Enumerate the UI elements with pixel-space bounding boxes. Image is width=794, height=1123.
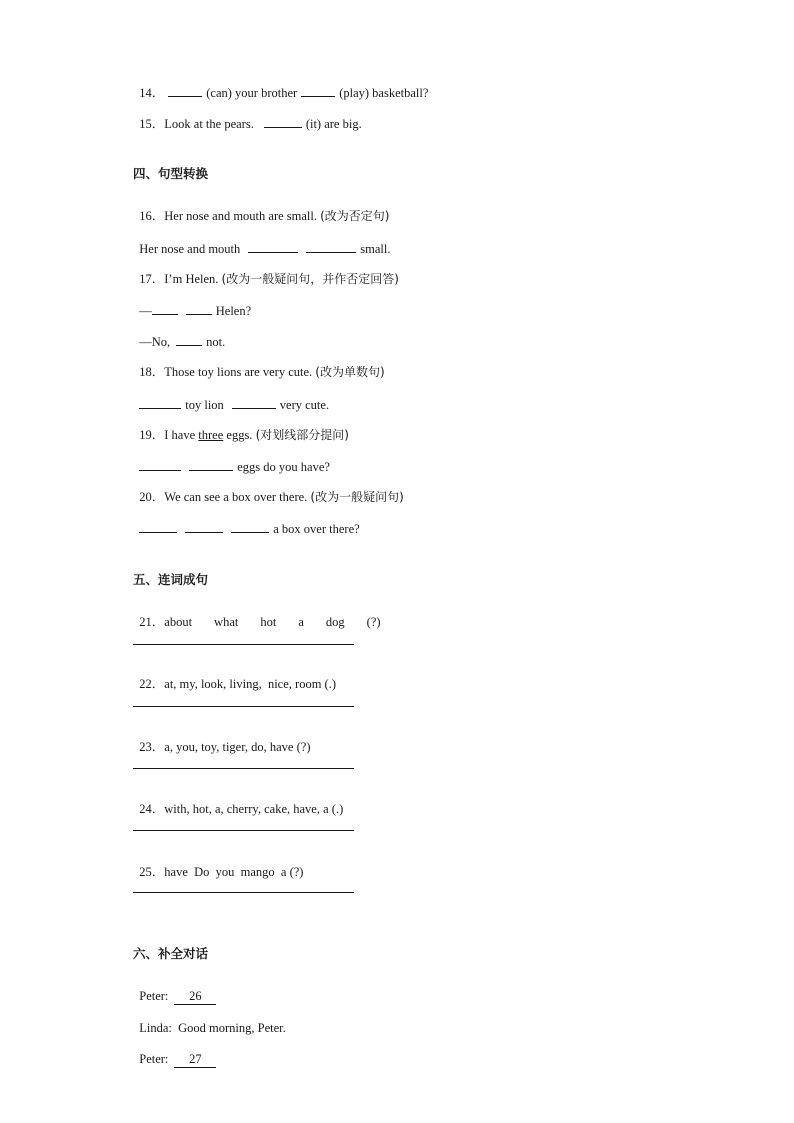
answer-line-18: toy lion very cute. bbox=[133, 380, 329, 413]
answer-line-17b: —No, not. bbox=[139, 335, 226, 349]
question-23: 23．a, you, toy, tiger, do, have (?) bbox=[139, 740, 311, 754]
answer-blank[interactable] bbox=[139, 396, 181, 409]
answer-line-17a: — Helen? bbox=[139, 304, 252, 318]
question-20: 20．We can see a box over there. (改为一般疑问句) bbox=[139, 490, 404, 504]
question-18: 18．Those toy lions are very cute. (改为单数句) bbox=[139, 365, 385, 379]
dialog-line-2: Linda: Good morning, Peter. bbox=[139, 1021, 286, 1035]
dialog-line-1: Peter: 26 bbox=[133, 972, 216, 1005]
answer-blank[interactable] bbox=[139, 458, 181, 471]
section-title-4: 四、句型转换 bbox=[133, 166, 209, 181]
question-17: 17．I’m Helen. (改为一般疑问句，并作否定回答) bbox=[139, 272, 399, 286]
question-19: 19．I have three eggs. (对划线部分提问) bbox=[139, 428, 349, 442]
answer-blank[interactable] bbox=[264, 115, 302, 128]
section-title-6: 六、补全对话 bbox=[133, 946, 209, 961]
question-24: 24．with, hot, a, cherry, cake, have, a (.) bbox=[139, 802, 344, 816]
dialog-blank-27[interactable]: 27 bbox=[174, 1051, 216, 1068]
answer-blank[interactable] bbox=[232, 396, 276, 409]
answer-blank[interactable] bbox=[186, 302, 212, 315]
answer-blank[interactable] bbox=[248, 240, 298, 253]
question-14: 14． (can) your brother (play) basketball? bbox=[139, 86, 429, 100]
answer-blank[interactable] bbox=[189, 458, 233, 471]
answer-blank[interactable] bbox=[231, 520, 269, 533]
question-21: 21．about what hot a dog (?) bbox=[139, 615, 381, 629]
dialog-line-3: Peter: 27 bbox=[133, 1035, 216, 1068]
question-22: 22．at, my, look, living, nice, room (.) bbox=[139, 677, 336, 691]
dialog-blank-26[interactable]: 26 bbox=[174, 988, 216, 1005]
answer-rule-23[interactable] bbox=[133, 768, 354, 769]
question-15: 15．Look at the pears. (it) are big. bbox=[139, 117, 362, 131]
answer-blank[interactable] bbox=[152, 302, 178, 315]
answer-line-19: eggs do you have? bbox=[133, 442, 330, 475]
answer-rule-25[interactable] bbox=[133, 892, 354, 893]
answer-blank[interactable] bbox=[306, 240, 356, 253]
answer-blank[interactable] bbox=[176, 333, 202, 346]
answer-blank[interactable] bbox=[185, 520, 223, 533]
answer-rule-24[interactable] bbox=[133, 830, 354, 831]
question-25: 25．have Do you mango a (?) bbox=[139, 865, 304, 879]
answer-rule-21[interactable] bbox=[133, 644, 354, 645]
section-title-5: 五、连词成句 bbox=[133, 572, 209, 587]
answer-blank[interactable] bbox=[168, 84, 202, 97]
answer-rule-22[interactable] bbox=[133, 706, 354, 707]
answer-blank[interactable] bbox=[139, 520, 177, 533]
answer-line-16: Her nose and mouth small. bbox=[139, 242, 391, 256]
answer-line-20: a box over there? bbox=[133, 504, 360, 537]
question-16: 16．Her nose and mouth are small. (改为否定句) bbox=[139, 209, 390, 223]
answer-blank[interactable] bbox=[301, 84, 335, 97]
